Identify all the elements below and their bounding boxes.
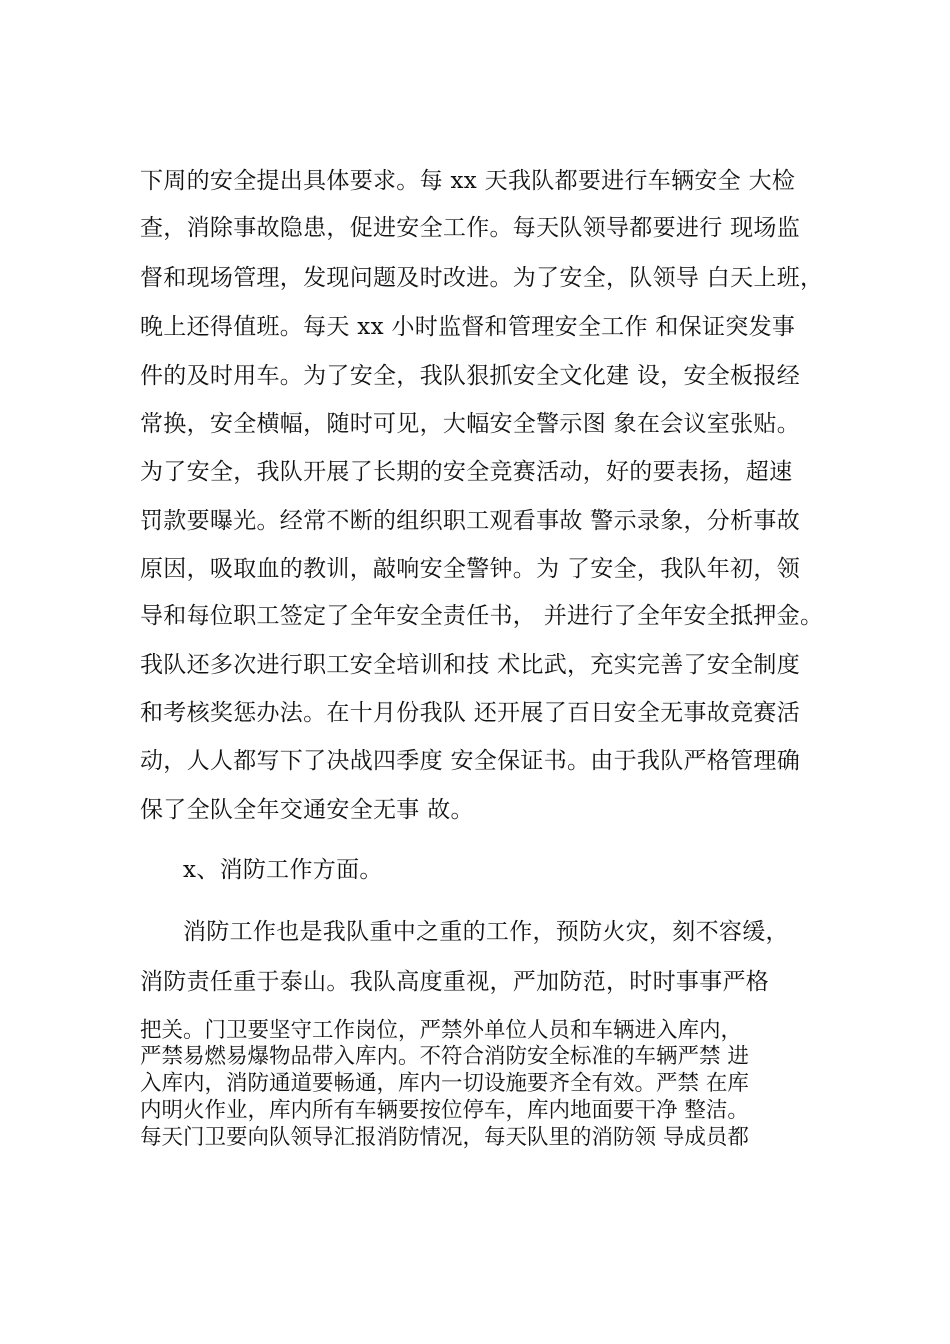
paragraph-line: 罚款要曝光。经常不断的组织职工观看事故 警示录象，分析事故 xyxy=(140,508,801,534)
paragraph-line: 我队还多次进行职工安全培训和技 术比武，充实完善了安全制度 xyxy=(140,652,801,678)
paragraph-line: 为了安全，我队开展了长期的安全竞赛活动，好的要表扬，超速 xyxy=(140,459,793,485)
paragraph-line: 查，消除事故隐患，促进安全工作。每天队领导都要进行 现场监 xyxy=(140,215,801,241)
paragraph-line: 件的及时用车。为了安全，我队狠抓安全文化建 设，安全板报经 xyxy=(140,363,801,389)
paragraph-line: 下周的安全提出具体要求。每 xx 天我队都要进行车辆安全 大检 xyxy=(140,168,796,194)
paragraph-line: 和考核奖惩办法。在十月份我队 还开展了百日安全无事故竞赛活 xyxy=(140,700,801,726)
paragraph-line: 晚上还得值班。每天 xx 小时监督和管理安全工作 和保证突发事 xyxy=(140,314,796,340)
paragraph-line: 动，人人都写下了决战四季度 安全保证书。由于我队严格管理确 xyxy=(140,748,801,774)
paragraph-line: 把关。门卫要坚守工作岗位，严禁外单位人员和车辆进入库内， xyxy=(140,1018,743,1043)
paragraph-line: 保了全队全年交通安全无事 故。 xyxy=(140,797,474,823)
paragraph-line: 消防工作也是我队重中之重的工作，预防火灾，刻不容缓， xyxy=(183,919,789,945)
paragraph-line: 内明火作业，库内所有车辆要按位停车，库内地面要干净 整洁。 xyxy=(140,1098,749,1123)
paragraph-line: 严禁易燃易爆物品带入库内。不符合消防安全标准的车辆严禁 进 xyxy=(140,1044,749,1069)
paragraph-line: 消防责任重于泰山。我队高度重视，严加防范，时时事事严格 xyxy=(140,969,770,995)
paragraph-line: 督和现场管理，发现问题及时改进。为了安全，队领导 白天上班， xyxy=(140,265,824,291)
paragraph-line: 入库内，消防通道要畅通，库内一切设施要齐全有效。严禁 在库 xyxy=(140,1071,749,1096)
section-heading: x、消防工作方面。 xyxy=(183,857,383,883)
paragraph-line: 导和每位职工签定了全年安全责任书， 并进行了全年安全抵押金。 xyxy=(140,603,824,629)
paragraph-line: 常换，安全横幅，随时可见，大幅安全警示图 象在会议室张贴。 xyxy=(140,411,801,437)
paragraph-line: 原因，吸取血的教训，敲响安全警钟。为 了安全，我队年初，领 xyxy=(140,556,801,582)
paragraph-line: 每天门卫要向队领导汇报消防情况，每天队里的消防领 导成员都 xyxy=(140,1125,749,1150)
